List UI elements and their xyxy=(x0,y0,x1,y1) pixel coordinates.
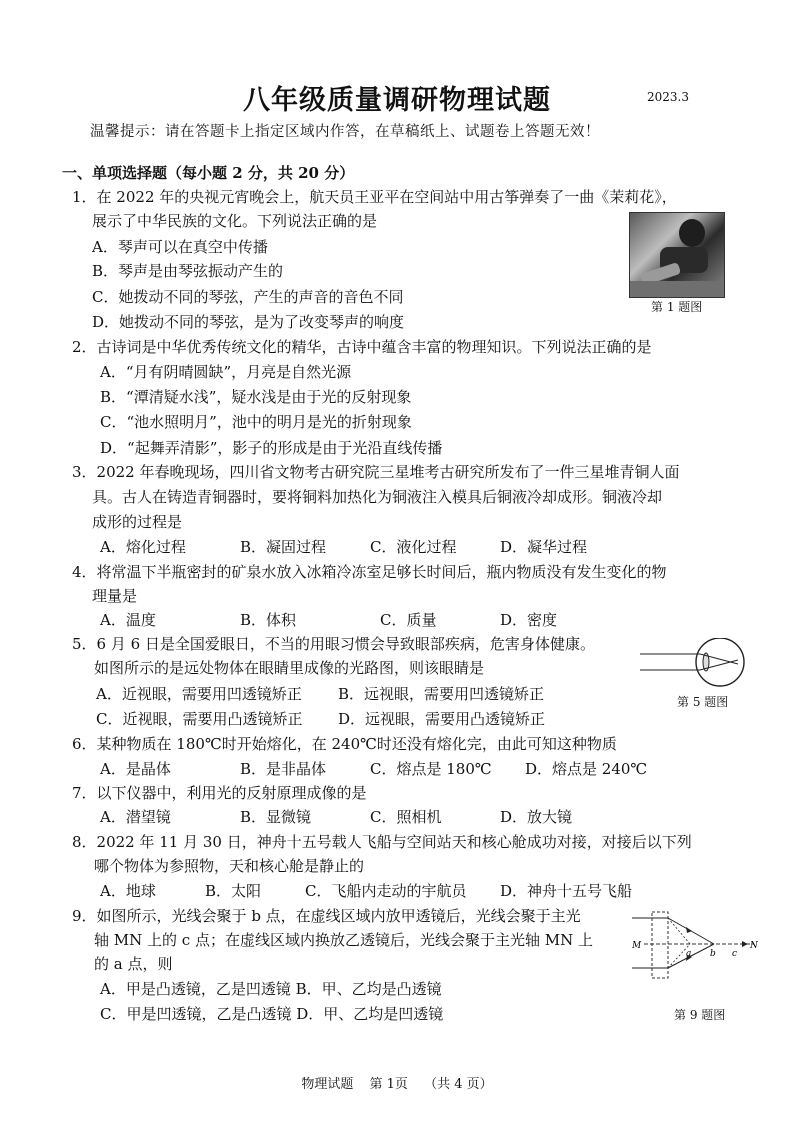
footer-page-number: 第 1页 xyxy=(369,1077,408,1092)
q2-line-1: 2．古诗词是中华优秀传统文化的精华，古诗中蕴含丰富的物理知识。下列说法正确的是 xyxy=(72,338,652,356)
q7-option-c: C．照相机 xyxy=(370,808,442,826)
q1-line-1: 1．在 2022 年的央视元宵晚会上，航天员王亚平在空间站中用古筝弹奏了一曲《茉莉花》， xyxy=(72,188,677,206)
q3-option-d: D．凝华过程 xyxy=(500,538,588,556)
q8-options xyxy=(100,881,660,901)
q8-option-a: A．地球 xyxy=(100,882,156,900)
q8-option-c: C．飞船内走动的宇航员 xyxy=(305,882,467,900)
q1-option-c: C．她拨动不同的琴弦，产生的声音的音色不同 xyxy=(92,288,404,306)
q9-line-3: 的 a 点，则 xyxy=(94,955,173,973)
q5-options-row1 xyxy=(96,684,576,704)
q1-figure-caption: 第 1 题图 xyxy=(651,300,703,314)
exam-date: 2023.3 xyxy=(647,90,689,104)
q3-line-3: 成形的过程是 xyxy=(92,513,183,531)
q6-options xyxy=(100,759,660,779)
q5-options-row2 xyxy=(96,709,576,729)
q1-option-d: D．她拨动不同的琴弦，是为了改变琴声的响度 xyxy=(92,313,405,331)
q4-option-a: A．温度 xyxy=(100,611,156,629)
q8-option-b: B．太阳 xyxy=(205,882,262,900)
q4-options xyxy=(100,610,660,630)
q5-option-b: B．远视眼，需要用凹透镜矫正 xyxy=(338,685,545,703)
q1-line-2: 展示了中华民族的文化。下列说法正确的是 xyxy=(92,212,378,230)
q9-option-c-d: C．甲是凹透镜，乙是凸透镜 D．甲、乙均是凹透镜 xyxy=(100,1005,444,1023)
q9-lens-diagram xyxy=(632,906,762,986)
q3-option-c: C．液化过程 xyxy=(370,538,457,556)
q9-line-2: 轴 MN 上的 c 点；在虚线区域内换放乙透镜后，光线会聚于主光轴 MN 上 xyxy=(94,931,593,949)
footer-subject: 物理试题 xyxy=(301,1077,354,1092)
q9-option-a-b: A．甲是凸透镜，乙是凹透镜 B．甲、乙均是凸透镜 xyxy=(100,980,442,998)
notice-text: 温馨提示：请在答题卡上指定区域内作答，在草稿纸上、试题卷上答题无效！ xyxy=(90,124,600,140)
q1-option-b: B．琴声是由琴弦振动产生的 xyxy=(92,262,284,280)
q2-option-d: D．“起舞弄清影”，影子的形成是由于光沿直线传播 xyxy=(100,439,443,457)
q2-option-c: C．“池水照明月”，池中的明月是光的折射现象 xyxy=(100,413,412,431)
q7-line-1: 7．以下仪器中，利用光的反射原理成像的是 xyxy=(72,784,367,802)
q2-option-b: B．“潭清疑水浅”，疑水浅是由于光的反射现象 xyxy=(100,388,412,406)
q8-option-d: D．神舟十五号飞船 xyxy=(500,882,633,900)
q3-option-b: B．凝固过程 xyxy=(240,538,327,556)
q6-option-d: D．熔点是 240℃ xyxy=(525,760,648,778)
q6-option-a: A．是晶体 xyxy=(100,760,171,778)
q3-options xyxy=(100,537,660,557)
q9-label-m: M xyxy=(632,941,642,951)
q5-option-a: A．近视眼，需要用凹透镜矫正 xyxy=(96,685,302,703)
page-footer xyxy=(0,1073,794,1092)
q4-line-2: 理量是 xyxy=(92,587,138,605)
q9-label-a: a xyxy=(686,949,692,959)
q3-line-2: 具。古人在铸造青铜器时，要将铜料加热化为铜液注入模具后铜液冷却成形。铜液冷却 xyxy=(92,488,663,506)
q7-option-b: B．显微镜 xyxy=(240,808,312,826)
q9-figure-caption: 第 9 题图 xyxy=(674,1008,726,1022)
q4-option-b: B．体积 xyxy=(240,611,297,629)
q5-figure-caption: 第 5 题图 xyxy=(677,695,729,709)
q1-photo xyxy=(629,212,725,298)
q1-option-a: A．琴声可以在真空中传播 xyxy=(92,238,268,256)
q9-label-c: c xyxy=(732,949,738,959)
q8-line-2: 哪个物体为参照物，天和核心舱是静止的 xyxy=(94,857,365,875)
section-heading: 一、单项选择题（每小题 2 分，共 20 分） xyxy=(62,164,355,182)
q8-line-1: 8．2022 年 11 月 30 日，神舟十五号载人飞船与空间站天和核心舱成功对接，对接后以下列 xyxy=(72,833,692,851)
q7-option-a: A．潜望镜 xyxy=(100,808,171,826)
footer-total-pages: （共 4 页） xyxy=(424,1077,493,1092)
q9-label-b: b xyxy=(710,949,716,959)
q4-line-1: 4．将常温下半瓶密封的矿泉水放入冰箱冷冻室足够长时间后，瓶内物质没有发生变化的物 xyxy=(72,563,667,581)
q4-option-d: D．密度 xyxy=(500,611,558,629)
q7-options xyxy=(100,807,660,827)
q9-label-n: N xyxy=(750,941,758,951)
q6-line-1: 6．某种物质在 180℃时开始熔化，在 240℃时还没有熔化完，由此可知这种物质 xyxy=(72,735,617,753)
q6-option-b: B．是非晶体 xyxy=(240,760,327,778)
q9-line-1: 9．如图所示，光线会聚于 b 点，在虚线区域内放甲透镜后，光线会聚于主光 xyxy=(72,907,581,925)
q5-line-1: 5．6 月 6 日是全国爱眼日，不当的用眼习惯会导致眼部疾病，危害身体健康。 xyxy=(72,635,595,653)
q2-option-a: A．“月有阴晴圆缺”，月亮是自然光源 xyxy=(100,363,352,381)
q5-eye-diagram xyxy=(640,638,750,688)
q3-option-a: A．熔化过程 xyxy=(100,538,186,556)
astronaut-photo-shape xyxy=(630,213,724,297)
q4-option-c: C．质量 xyxy=(380,611,437,629)
q5-option-d: D．远视眼，需要用凸透镜矫正 xyxy=(338,710,546,728)
q5-option-c: C．近视眼，需要用凸透镜矫正 xyxy=(96,710,303,728)
q5-line-2: 如图所示的是远处物体在眼睛里成像的光路图，则该眼睛是 xyxy=(94,659,485,677)
q6-option-c: C．熔点是 180℃ xyxy=(370,760,492,778)
exam-title: 八年级质量调研物理试题 xyxy=(243,85,551,116)
q3-line-1: 3．2022 年春晚现场，四川省文物考古研究院三星堆考古研究所发布了一件三星堆青铜人面 xyxy=(72,463,680,481)
q7-option-d: D．放大镜 xyxy=(500,808,573,826)
